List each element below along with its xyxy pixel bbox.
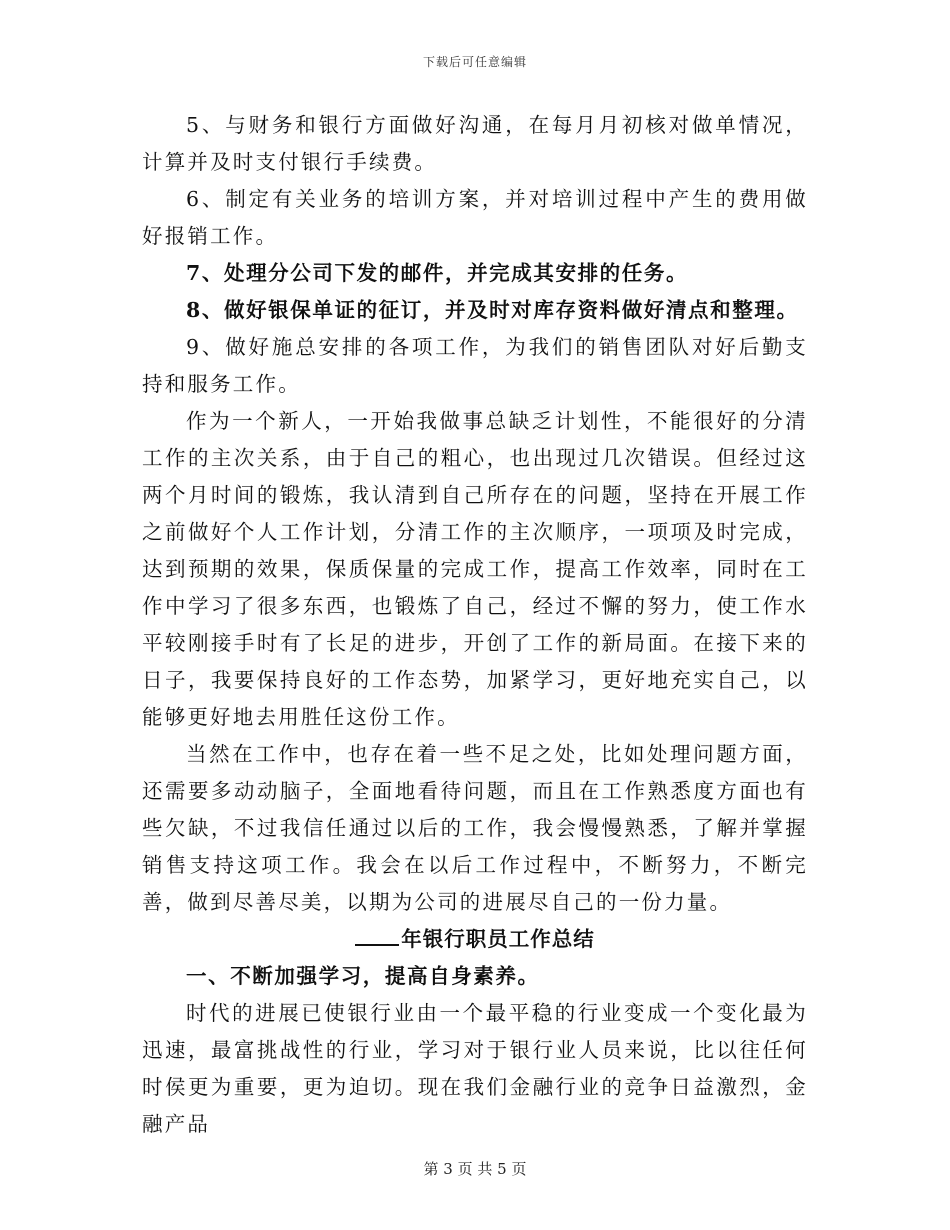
paragraph-shortcomings: 当然在工作中，也存在着一些不足之处，比如处理问题方面，还需要多动动脑子，全面地看待问题，而且在工作熟悉度方面也有些欠缺，不过我信任通过以后的工作，我会慢慢熟悉，了解并掌握销售支持这项工作。我会在以后工作过程中，不断努力，不断完善，做到尽善尽美，以期为公司的进展尽自己的一份力量。 [142,742,808,914]
paragraph-item-7: 7、处理分公司下发的邮件，并完成其安排的任务。 [186,261,689,285]
paragraph-item-8: 8、做好银保单证的征订，并及时对库存资料做好清点和整理。 [186,298,799,322]
paragraph-item-6: 6、制定有关业务的培训方案，并对培训过程中产生的费用做好报销工作。 [142,187,808,248]
section-heading: 一、不断加强学习，提高自身素养。 [186,964,540,988]
paragraph-item-9: 9、做好施总安排的各项工作，为我们的销售团队对好后勤支持和服务工作。 [142,335,808,396]
page-footer: 第 3 页 共 5 页 [423,1160,527,1178]
paragraph-reflection: 作为一个新人，一开始我做事总缺乏计划性，不能很好的分清工作的主次关系，由于自己的粗心，也出现过几次错误。但经过这两个月时间的锻炼，我认清到自己所存在的问题，坚持在开展工作之前做好个人工作计划，分清工作的主次顺序，一项项及时完成，达到预期的效果，保质保量的完成工作，提高工作效率，同时在工作中学习了很多东西，也锻炼了自己，经过不懈的努力，使工作水平较刚接手时有了长足的进步，开创了工作的新局面。在接下来的日子，我要保持良好的工作态势，加紧学习，更好地充实自己，以能够更好地去用胜任这份工作。 [142,409,808,729]
paragraph-item-5: 5、与财务和银行方面做好沟通，在每月月初核对做单情况，计算并及时支付银行手续费。 [142,113,808,174]
page-header: 下载后可任意编辑 [422,55,527,69]
section-title [142,921,808,958]
year-blank [355,926,399,946]
section-paragraph: 时代的进展已使银行业由一个最平稳的行业变成一个变化最为迅速，最富挑战性的行业，学习对于银行业人员来说，比以往任何时侯更为重要，更为迫切。现在我们金融行业的竞争日益激烈，金融产品 [142,1001,808,1136]
section-title-text: 年银行职员工作总结 [401,927,595,951]
document-body [142,107,808,1143]
